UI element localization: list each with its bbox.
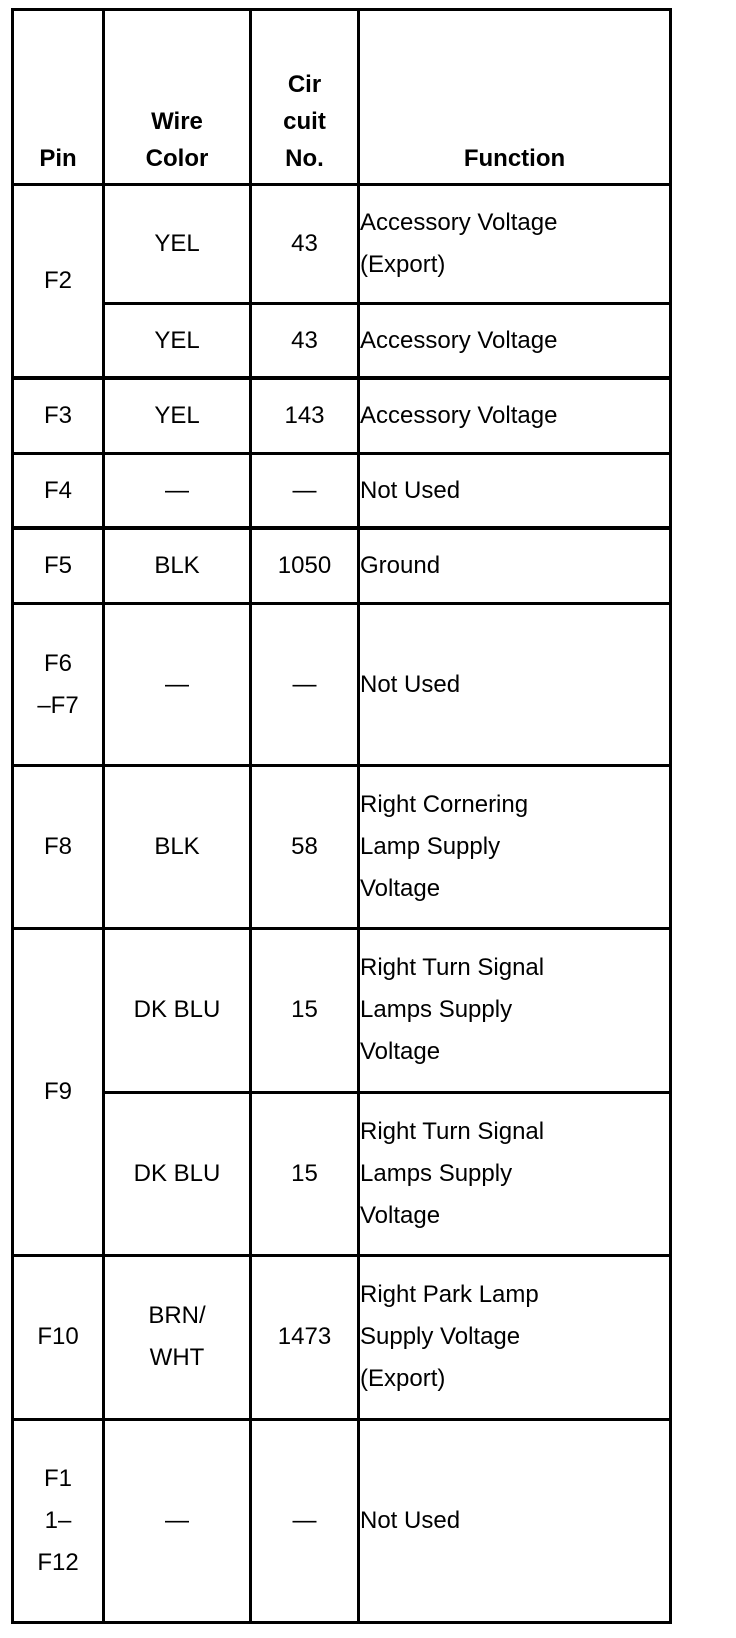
circuit-cell: 43 — [251, 303, 359, 378]
wire-color-cell: — — [104, 453, 251, 528]
function-cell: Right Turn Signal Lamps Supply Voltage — [359, 1092, 671, 1256]
connector-pin-table — [11, 8, 672, 1624]
wire-color-cell: BLK — [104, 766, 251, 929]
table-row — [13, 1419, 671, 1622]
pin-cell: F9 — [13, 928, 104, 1255]
function-cell: Accessory Voltage — [359, 303, 671, 378]
function-cell: Ground — [359, 528, 671, 603]
function-cell: Right Turn Signal Lamps Supply Voltage — [359, 928, 671, 1092]
pin-cell: F1 1– F12 — [13, 1419, 104, 1622]
table-row — [13, 378, 671, 453]
function-cell: Right Park Lamp Supply Voltage (Export) — [359, 1256, 671, 1420]
wire-color-cell: YEL — [104, 185, 251, 304]
pin-cell: F4 — [13, 453, 104, 528]
wire-color-cell: BRN/ WHT — [104, 1256, 251, 1420]
circuit-cell: 143 — [251, 378, 359, 453]
function-cell: Accessory Voltage (Export) — [359, 185, 671, 304]
wire-color-cell: BLK — [104, 528, 251, 603]
circuit-cell: 1050 — [251, 528, 359, 603]
pin-cell: F6 –F7 — [13, 603, 104, 766]
function-cell: Right Cornering Lamp Supply Voltage — [359, 766, 671, 929]
circuit-cell: — — [251, 603, 359, 766]
pin-cell: F3 — [13, 378, 104, 453]
wire-color-cell: DK BLU — [104, 928, 251, 1092]
circuit-cell: 15 — [251, 928, 359, 1092]
function-cell: Accessory Voltage — [359, 378, 671, 453]
circuit-cell: 15 — [251, 1092, 359, 1256]
table-row — [13, 928, 671, 1092]
pin-cell: F8 — [13, 766, 104, 929]
header-circuit-no: Cir cuit No. — [251, 10, 359, 185]
wire-color-cell: YEL — [104, 378, 251, 453]
pin-cell: F5 — [13, 528, 104, 603]
header-function: Function — [359, 10, 671, 185]
circuit-cell: — — [251, 453, 359, 528]
table-row — [13, 453, 671, 528]
table-row — [13, 603, 671, 766]
table-row — [13, 303, 671, 378]
table-row — [13, 185, 671, 304]
table-row — [13, 1092, 671, 1256]
table-row — [13, 528, 671, 603]
header-row — [13, 10, 671, 185]
table-row — [13, 766, 671, 929]
header-wire-color: Wire Color — [104, 10, 251, 185]
table-row — [13, 1256, 671, 1420]
circuit-cell: 1473 — [251, 1256, 359, 1420]
circuit-cell: — — [251, 1419, 359, 1622]
function-cell: Not Used — [359, 1419, 671, 1622]
circuit-cell: 58 — [251, 766, 359, 929]
wire-color-cell: — — [104, 603, 251, 766]
pin-cell: F2 — [13, 185, 104, 379]
pin-cell: F10 — [13, 1256, 104, 1420]
function-cell: Not Used — [359, 453, 671, 528]
wire-color-cell: — — [104, 1419, 251, 1622]
circuit-cell: 43 — [251, 185, 359, 304]
function-cell: Not Used — [359, 603, 671, 766]
header-pin: Pin — [13, 10, 104, 185]
wire-color-cell: DK BLU — [104, 1092, 251, 1256]
wire-color-cell: YEL — [104, 303, 251, 378]
